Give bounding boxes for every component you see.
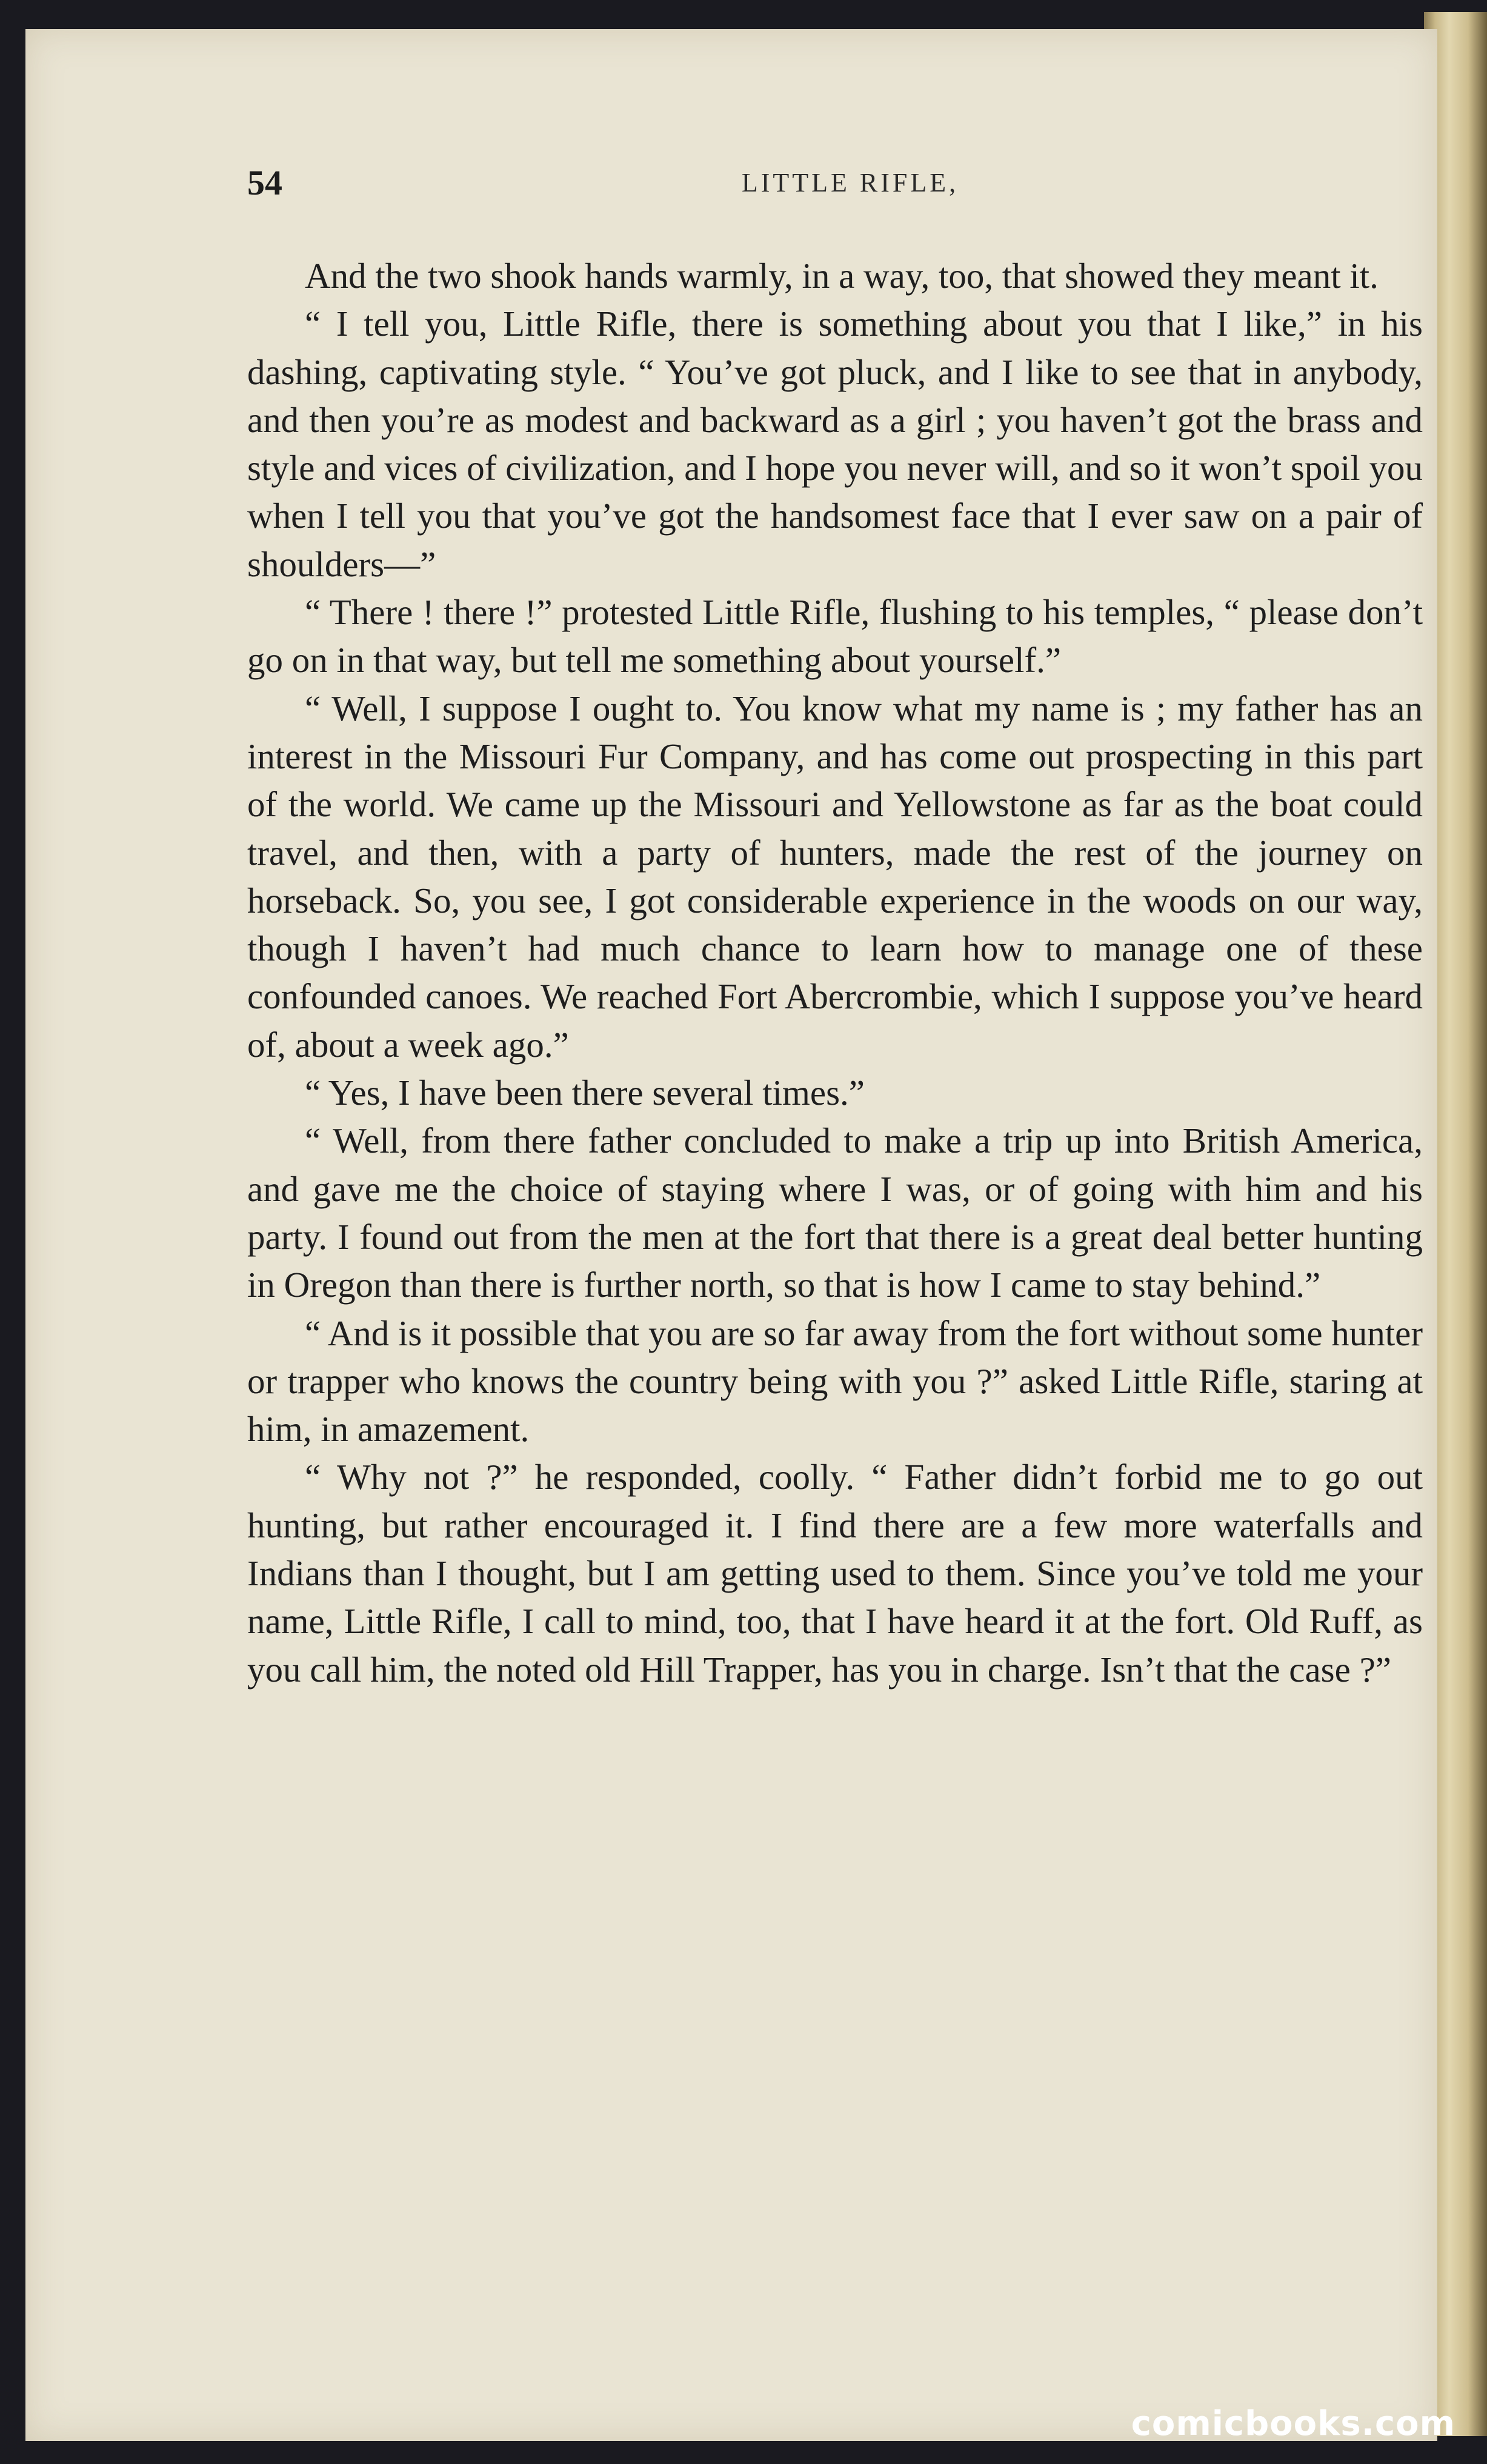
- paragraph: And the two shook hands warmly, in a way, too, that showed they meant it.: [305, 256, 1379, 296]
- paragraph: “ Why not ?” he responded, coolly. “ Father didn’t forbid me to go out hunting, but rather encouraged it. I find there are a few more waterfalls and Indians than I thought, but I am getting used to them. Since you’ve told me your name, Little Rifle, I call to mind, too, that I have heard it at the fort. Old Ruff, as you call him, the noted old Hill Trapper, has you in charge. Isn’t that the case ?”: [247, 1457, 1423, 1690]
- paragraph: “ Yes, I have been there several times.”: [305, 1073, 865, 1113]
- paragraph: “ Well, from there father concluded to make a trip up into British America, and gave me the choice of staying where I was, or of going with him and his party. I found out from the men at the fort that there is a great deal better hunting in Oregon than there is further north, so that is how I came to stay behind.”: [247, 1120, 1423, 1305]
- watermark: comicbooks.com: [1131, 2404, 1455, 2443]
- running-title: LITTLE RIFLE,: [741, 168, 959, 198]
- paragraph: “ And is it possible that you are so far away from the fort without some hunter or trapper who knows the country being with you ?” asked Little Rifle, staring at him, in amazement.: [247, 1313, 1423, 1450]
- running-head: [247, 162, 1453, 217]
- page-number: 54: [247, 163, 282, 202]
- body-text: [247, 252, 1423, 1694]
- paragraph: “ There ! there !” protested Little Rifle, flushing to his temples, “ please don’t go on in that way, but tell me something about yourself.”: [247, 592, 1423, 681]
- paragraph: “ Well, I suppose I ought to. You know what my name is ; my father has an interest in the Missouri Fur Company, and has come out prospecting in this part of the world. We came up the Missouri and Yellowstone as far as the boat could travel, and then, with a party of hunters, made the rest of the journey on horseback. So, you see, I got considerable experience in the woods on our way, though I haven’t had much chance to learn how to manage one of these confounded canoes. We reached Fort Abercrombie, which I suppose you’ve heard of, about a week ago.”: [247, 688, 1423, 1065]
- paragraph: “ I tell you, Little Rifle, there is something about you that I like,” in his dashing, captivating style. “ You’ve got pluck, and I like to see that in anybody, and then you’re as modest and backward as a girl ; you haven’t got the brass and style and vices of civilization, and I hope you never will, and so it won’t spoil you when I tell you that you’ve got the handsomest face that I ever saw on a pair of shoulders—”: [247, 304, 1423, 584]
